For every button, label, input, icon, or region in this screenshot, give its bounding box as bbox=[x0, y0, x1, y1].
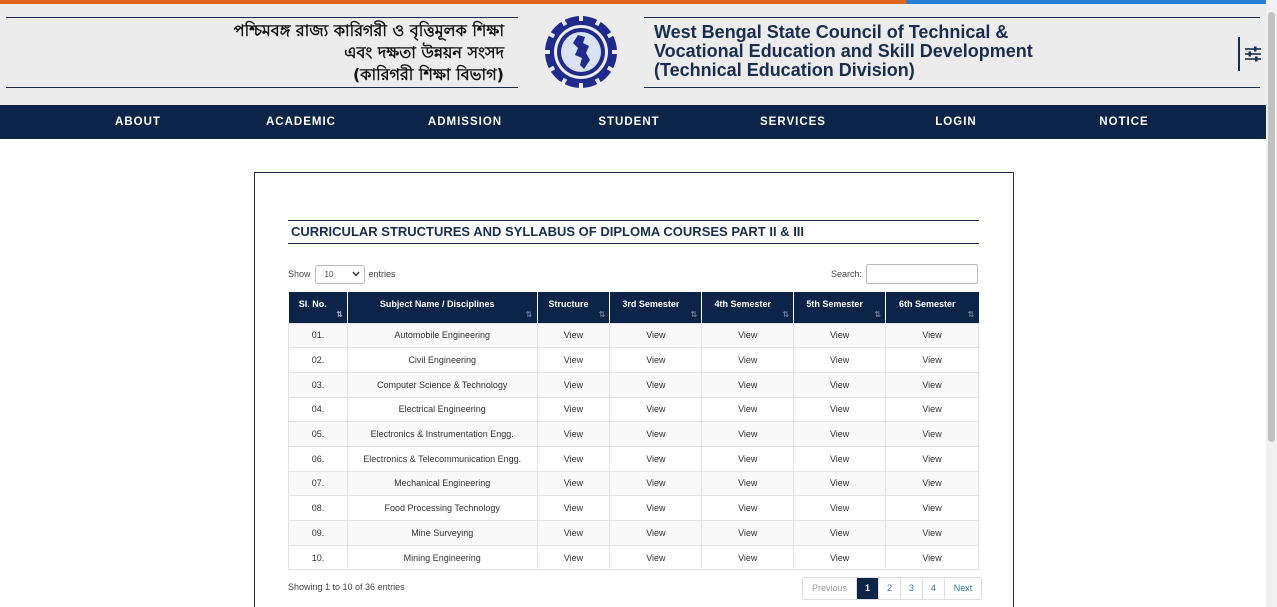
pagination-page[interactable]: 1 bbox=[857, 578, 879, 599]
sem3-view-link[interactable]: View bbox=[610, 471, 702, 496]
sem5-view-link[interactable]: View bbox=[794, 422, 886, 447]
bengali-title-line: এবং দক্ষতা উন্নয়ন সংসদ bbox=[344, 43, 504, 62]
table-search-control bbox=[831, 264, 978, 284]
sem3-view-link[interactable]: View bbox=[610, 372, 702, 397]
table-header-row bbox=[289, 292, 979, 323]
scrollbar-thumb[interactable] bbox=[1268, 12, 1275, 442]
column-header[interactable] bbox=[886, 292, 979, 323]
sort-arrows-icon: ⇅ bbox=[336, 309, 343, 319]
sem5-view-link[interactable]: View bbox=[794, 397, 886, 422]
sort-arrows-icon: ⇅ bbox=[690, 309, 698, 319]
sort-arrows-icon: ⇅ bbox=[874, 309, 882, 319]
table-row bbox=[289, 372, 979, 397]
table-row bbox=[289, 397, 979, 422]
english-title-line: Vocational Education and Skill Development bbox=[654, 41, 1033, 61]
structure-view-link[interactable]: View bbox=[537, 545, 610, 570]
pagination-page[interactable]: 2 bbox=[879, 578, 901, 599]
english-title-line: West Bengal State Council of Technical & bbox=[654, 22, 1009, 42]
page-scrollbar[interactable] bbox=[1266, 0, 1277, 607]
sem3-view-link[interactable]: View bbox=[610, 422, 702, 447]
sem5-view-link[interactable]: View bbox=[794, 545, 886, 570]
structure-view-link[interactable]: View bbox=[537, 397, 610, 422]
site-header bbox=[0, 4, 1266, 105]
pagination-page[interactable]: 3 bbox=[901, 578, 923, 599]
column-header-label: 6th Semester bbox=[899, 299, 956, 309]
table-row bbox=[289, 422, 979, 447]
table-row bbox=[289, 471, 979, 496]
pagination-previous[interactable]: Previous bbox=[803, 578, 857, 599]
search-label: Search: bbox=[831, 269, 863, 279]
row-serial-number: 09. bbox=[289, 521, 348, 546]
row-discipline-name: Electronics & Telecommunication Engg. bbox=[347, 446, 537, 471]
chevron-down-icon bbox=[352, 271, 360, 277]
bengali-title-line: পশ্চিমবঙ্গ রাজ্য কারিগরী ও বৃত্তিমূলক শিক্ষা bbox=[233, 21, 504, 40]
row-discipline-name: Mechanical Engineering bbox=[347, 471, 537, 496]
sem4-view-link[interactable]: View bbox=[702, 323, 794, 348]
structure-view-link[interactable]: View bbox=[537, 323, 610, 348]
row-discipline-name: Mining Engineering bbox=[347, 545, 537, 570]
sem4-view-link[interactable]: View bbox=[702, 422, 794, 447]
entries-label: entries bbox=[368, 269, 396, 279]
nav-item-notice[interactable]: NOTICE bbox=[1099, 116, 1149, 128]
row-discipline-name: Mine Surveying bbox=[347, 521, 537, 546]
pagination-page[interactable]: 4 bbox=[923, 578, 945, 599]
pagination-next[interactable]: Next bbox=[953, 583, 973, 593]
sem3-view-link[interactable]: View bbox=[610, 521, 702, 546]
structure-view-link[interactable]: View bbox=[537, 422, 610, 447]
column-header-label: 4th Semester bbox=[714, 299, 772, 309]
structure-view-link[interactable]: View bbox=[537, 348, 610, 373]
column-header-label: 5th Semester bbox=[806, 299, 863, 309]
table-row bbox=[289, 323, 979, 348]
column-header-label: 3rd Semester bbox=[622, 299, 680, 309]
structure-view-link[interactable]: View bbox=[537, 496, 610, 521]
sem3-view-link[interactable]: View bbox=[610, 323, 702, 348]
nav-item-admission[interactable]: ADMISSION bbox=[427, 116, 503, 128]
row-discipline-name: Computer Science & Technology bbox=[347, 372, 537, 397]
pagination bbox=[802, 577, 982, 600]
row-serial-number: 06. bbox=[289, 446, 348, 471]
row-discipline-name: Food Processing Technology bbox=[347, 496, 537, 521]
table-body bbox=[289, 323, 979, 570]
row-discipline-name: Electronics & Instrumentation Engg. bbox=[347, 422, 537, 447]
row-discipline-name: Electrical Engineering bbox=[347, 397, 537, 422]
sem6-view-link[interactable]: View bbox=[886, 323, 979, 348]
sem6-view-link[interactable]: View bbox=[886, 446, 979, 471]
row-serial-number: 07. bbox=[289, 471, 348, 496]
column-header[interactable] bbox=[702, 292, 794, 323]
sem5-view-link[interactable]: View bbox=[794, 323, 886, 348]
row-serial-number: 10. bbox=[289, 545, 348, 570]
column-header-label: Structure bbox=[548, 299, 589, 309]
row-serial-number: 05. bbox=[289, 422, 348, 447]
sem6-view-link[interactable]: View bbox=[886, 545, 979, 570]
sem5-view-link[interactable]: View bbox=[794, 471, 886, 496]
sem6-view-link[interactable]: View bbox=[886, 372, 979, 397]
sem3-view-link[interactable]: View bbox=[610, 397, 702, 422]
row-discipline-name: Automobile Engineering bbox=[347, 323, 537, 348]
entries-select-value: 10 bbox=[324, 269, 334, 279]
sem6-view-link[interactable]: View bbox=[886, 471, 979, 496]
sem5-view-link[interactable]: View bbox=[794, 521, 886, 546]
sem4-view-link[interactable]: View bbox=[702, 521, 794, 546]
row-serial-number: 02. bbox=[289, 348, 348, 373]
sem4-view-link[interactable]: View bbox=[702, 372, 794, 397]
sort-arrows-icon: ⇅ bbox=[598, 309, 606, 319]
row-serial-number: 04. bbox=[289, 397, 348, 422]
structure-view-link[interactable]: View bbox=[537, 372, 610, 397]
page-title: CURRICULAR STRUCTURES AND SYLLABUS OF DIPLOMA COURSES PART II & III bbox=[288, 220, 979, 244]
column-header-label: Sl. No. bbox=[298, 299, 327, 309]
nav-item-student[interactable]: STUDENT bbox=[598, 116, 660, 128]
sem4-view-link[interactable]: View bbox=[702, 397, 794, 422]
structure-view-link[interactable]: View bbox=[537, 521, 610, 546]
nav-item-login[interactable]: LOGIN bbox=[935, 116, 977, 128]
row-serial-number: 01. bbox=[289, 323, 348, 348]
bengali-title-block bbox=[6, 17, 518, 88]
english-title-line: (Technical Education Division) bbox=[654, 60, 915, 80]
show-label: Show bbox=[288, 269, 311, 279]
sem6-view-link[interactable]: View bbox=[886, 521, 979, 546]
nav-item-services[interactable]: SERVICES bbox=[760, 116, 826, 128]
council-emblem-logo[interactable] bbox=[542, 13, 620, 91]
sem4-view-link[interactable]: View bbox=[702, 545, 794, 570]
sem4-view-link[interactable]: View bbox=[702, 471, 794, 496]
table-row bbox=[289, 348, 979, 373]
sem4-view-link[interactable]: View bbox=[702, 446, 794, 471]
sem5-view-link[interactable]: View bbox=[794, 496, 886, 521]
column-header[interactable] bbox=[289, 292, 348, 323]
sort-arrows-icon: ⇅ bbox=[525, 309, 533, 319]
english-title-block bbox=[644, 17, 1260, 88]
table-row bbox=[289, 521, 979, 546]
entries-length-control bbox=[288, 264, 396, 284]
entries-select[interactable] bbox=[315, 265, 365, 284]
sem6-view-link[interactable]: View bbox=[886, 496, 979, 521]
sem3-view-link[interactable]: View bbox=[610, 545, 702, 570]
column-header[interactable] bbox=[610, 292, 702, 323]
sort-arrows-icon: ⇅ bbox=[967, 309, 975, 319]
sem6-view-link[interactable]: View bbox=[886, 348, 979, 373]
settings-button[interactable] bbox=[1238, 37, 1266, 71]
row-serial-number: 03. bbox=[289, 372, 348, 397]
table-row bbox=[289, 446, 979, 471]
column-header[interactable] bbox=[537, 292, 610, 323]
syllabus-table bbox=[288, 292, 979, 570]
bengali-title-line: (কারিগরী শিক্ষা বিভাগ) bbox=[352, 65, 504, 84]
column-header-label: Subject Name / Disciplines bbox=[379, 299, 495, 309]
sem3-view-link[interactable]: View bbox=[610, 348, 702, 373]
structure-view-link[interactable]: View bbox=[537, 446, 610, 471]
table-row bbox=[289, 496, 979, 521]
table-row bbox=[289, 545, 979, 570]
table-info: Showing 1 to 10 of 36 entries bbox=[288, 582, 405, 592]
sem4-view-link[interactable]: View bbox=[702, 496, 794, 521]
sem6-view-link[interactable]: View bbox=[886, 397, 979, 422]
column-header[interactable] bbox=[794, 292, 886, 323]
sort-arrows-icon: ⇅ bbox=[782, 309, 790, 319]
main-nav bbox=[0, 105, 1266, 139]
sem3-view-link[interactable]: View bbox=[610, 446, 702, 471]
sem6-view-link[interactable]: View bbox=[886, 422, 979, 447]
structure-view-link[interactable]: View bbox=[537, 471, 610, 496]
sem5-view-link[interactable]: View bbox=[794, 372, 886, 397]
sliders-icon bbox=[1244, 46, 1262, 62]
column-header[interactable] bbox=[347, 292, 537, 323]
sem5-view-link[interactable]: View bbox=[794, 348, 886, 373]
search-input[interactable] bbox=[866, 264, 978, 284]
nav-item-about[interactable]: ABOUT bbox=[115, 116, 161, 128]
nav-item-academic[interactable]: ACADEMIC bbox=[266, 116, 336, 128]
sem5-view-link[interactable]: View bbox=[794, 446, 886, 471]
sem3-view-link[interactable]: View bbox=[610, 496, 702, 521]
sem4-view-link[interactable]: View bbox=[702, 348, 794, 373]
row-discipline-name: Civil Engineering bbox=[347, 348, 537, 373]
row-serial-number: 08. bbox=[289, 496, 348, 521]
